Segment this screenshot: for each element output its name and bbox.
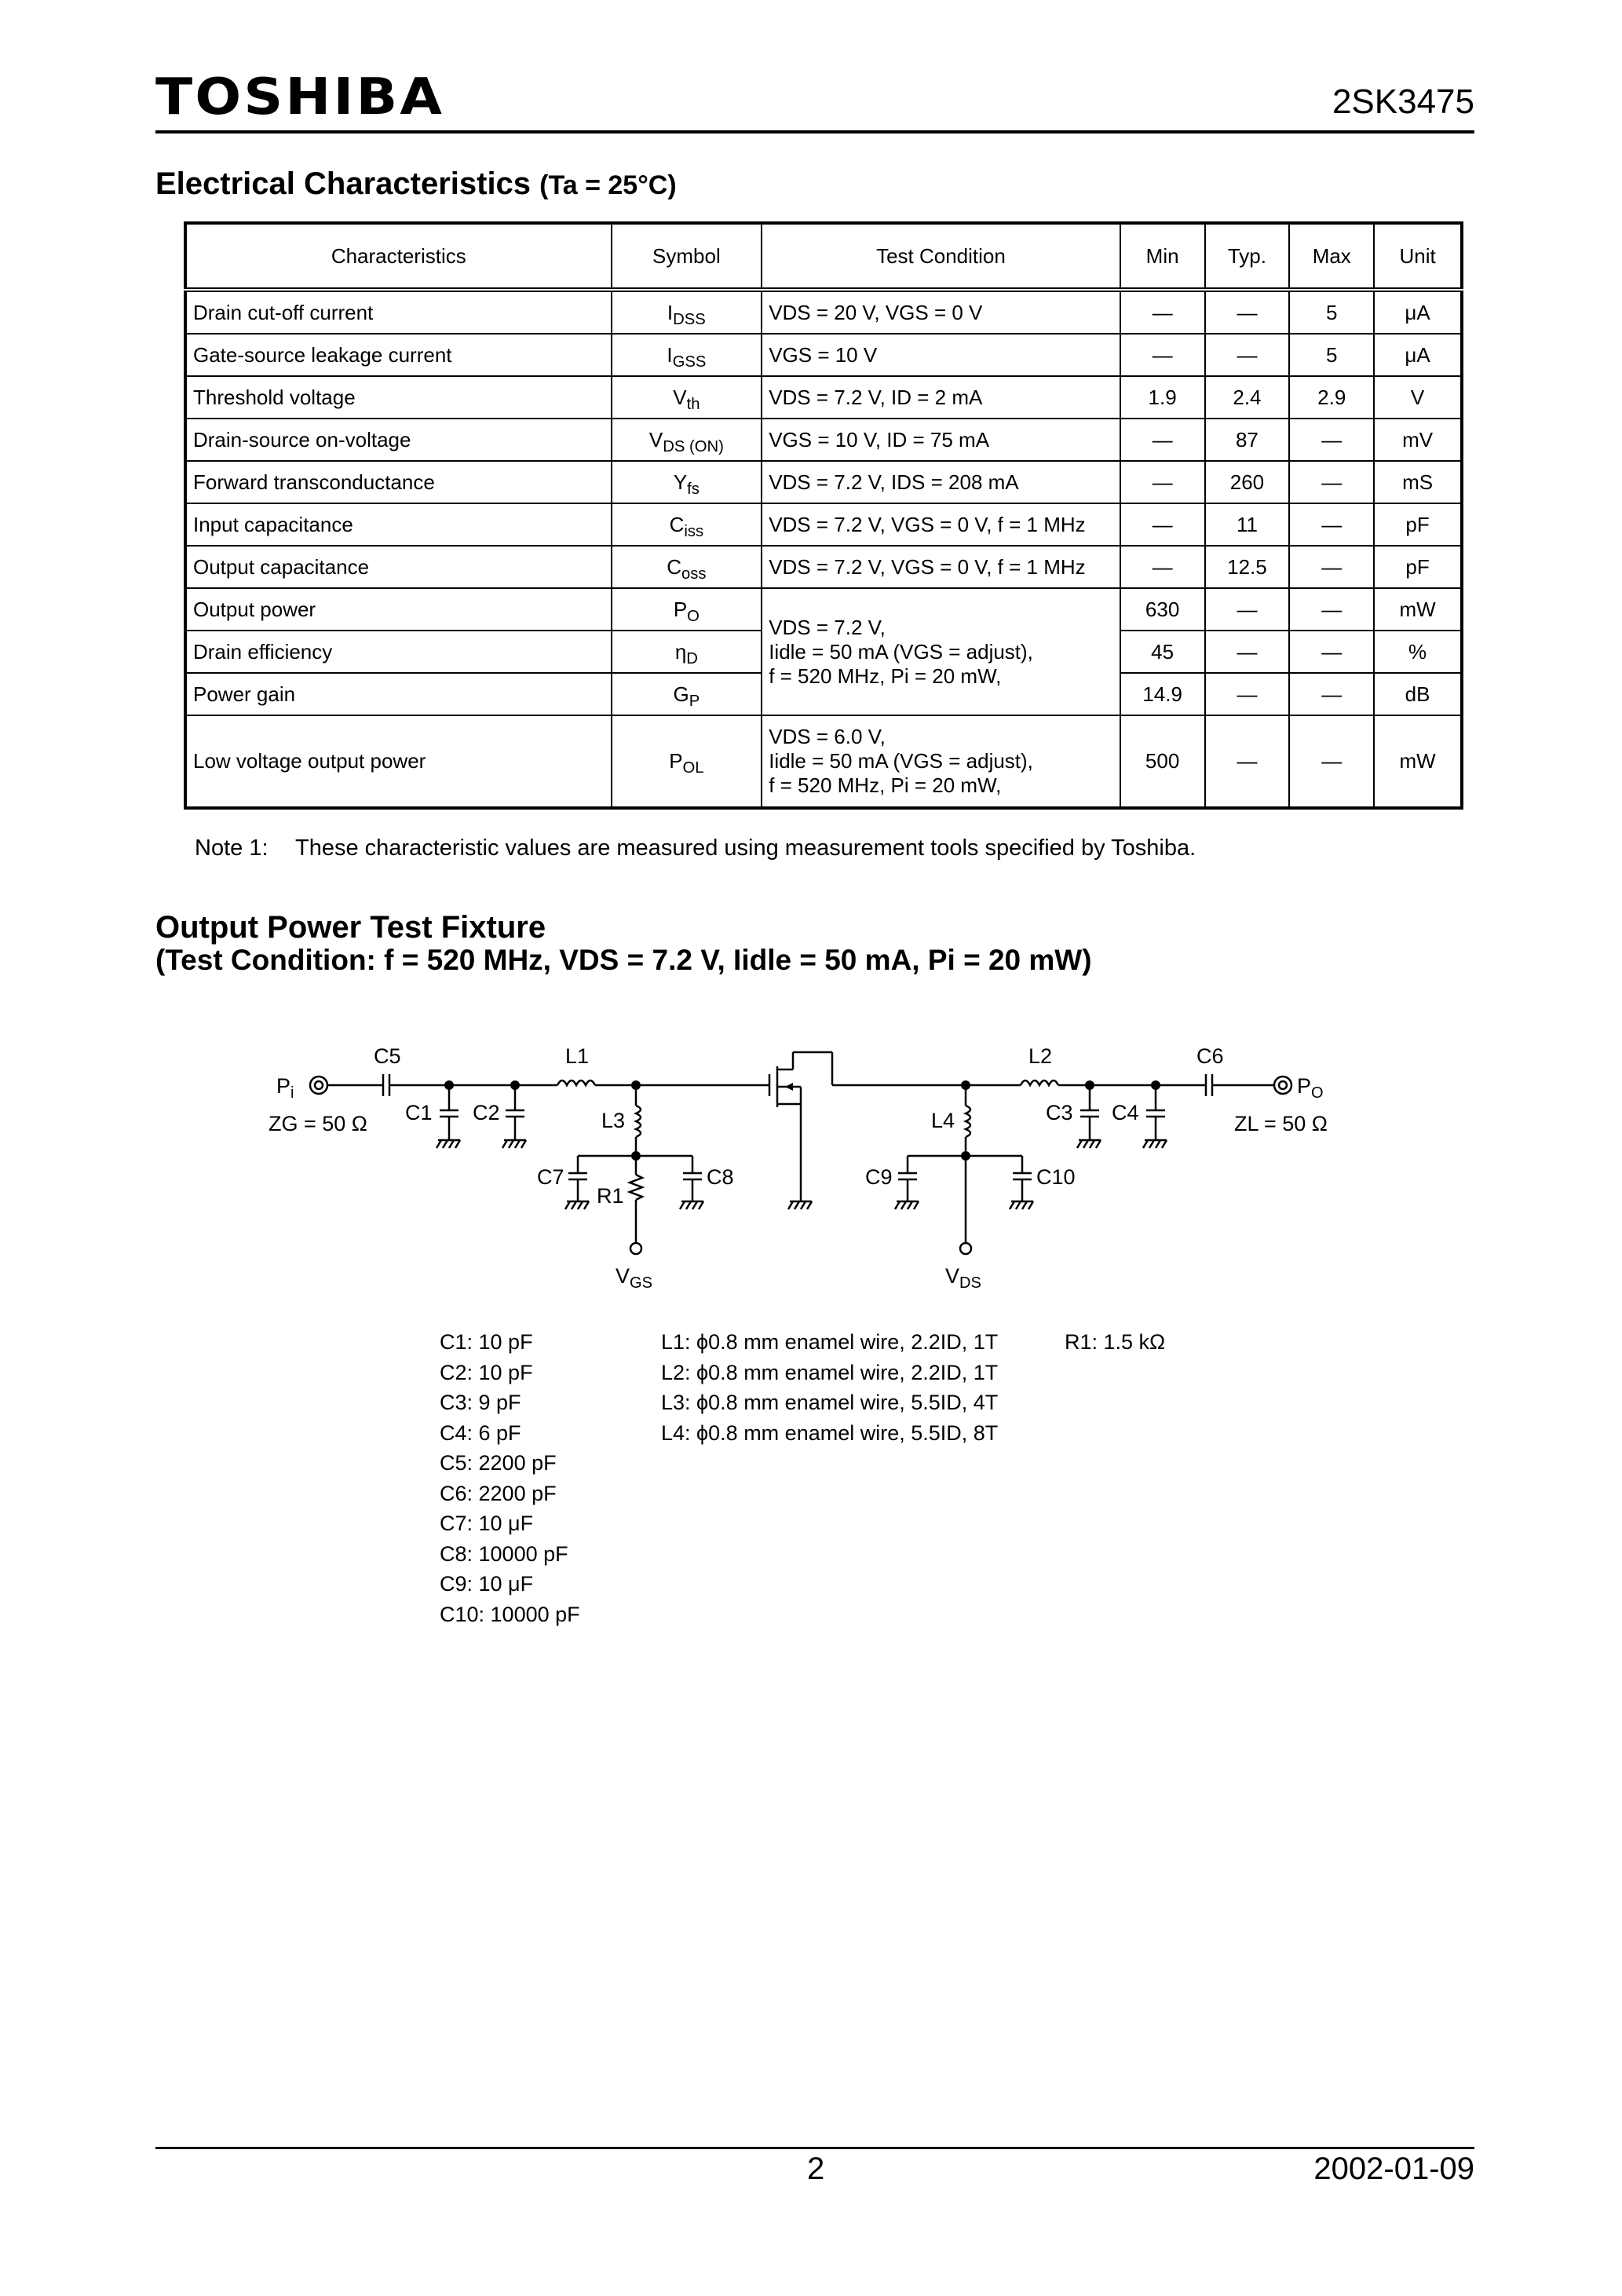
cell-unit: dB	[1374, 673, 1462, 715]
list-item: L2: ϕ0.8 mm enamel wire, 2.2ID, 1T	[661, 1360, 999, 1384]
footer-rule	[155, 2147, 1474, 2149]
cell-characteristic: Drain cut-off current	[185, 290, 612, 334]
cell-symbol: $C_{oss}$	[612, 546, 762, 588]
table-row	[185, 334, 1462, 376]
electrical-characteristics-table	[184, 221, 1463, 810]
list-item: C2: 10 pF	[440, 1360, 533, 1384]
cell-typ: 11	[1205, 503, 1290, 546]
cell-typ: 12.5	[1205, 546, 1290, 588]
cell-max: —	[1289, 631, 1374, 673]
cell-unit: μA	[1374, 290, 1462, 334]
cell-unit: mW	[1374, 588, 1462, 631]
capacitor-list	[440, 1327, 580, 1629]
cell-symbol: $I_{GSS}$	[612, 334, 762, 376]
cell-symbol: $P_O$	[612, 588, 762, 631]
label-po: $P_O$	[1297, 1074, 1324, 1102]
cell-symbol: $C_{iss}$	[612, 503, 762, 546]
label-c7: C7	[537, 1165, 564, 1189]
label-l4: L4	[931, 1109, 955, 1132]
cell-unit: %	[1374, 631, 1462, 673]
list-item: C5: 2200 pF	[440, 1451, 557, 1475]
note-text: These characteristic values are measured using measurement tools specified by Toshiba.	[295, 835, 1196, 861]
cell-characteristic: Drain efficiency	[185, 631, 612, 673]
cell-typ: —	[1205, 715, 1290, 808]
inductor-list	[661, 1327, 998, 1448]
resistor-list	[1065, 1327, 1165, 1358]
header-min: Min	[1120, 223, 1205, 290]
part-number: 2SK3475	[1332, 82, 1474, 121]
cell-max: —	[1289, 715, 1374, 808]
label-c9: C9	[865, 1165, 893, 1189]
section-title-test-fixture: Output Power Test Fixture	[155, 910, 546, 945]
cell-symbol: $I_{DSS}$	[612, 290, 762, 334]
label-zg: ZG = 50 Ω	[269, 1112, 367, 1135]
cell-symbol: $\eta_D$	[612, 631, 762, 673]
cell-min: 630	[1120, 588, 1205, 631]
label-c8: C8	[707, 1165, 734, 1189]
cell-condition: VDS = 7.2 V, ID = 2 mA	[762, 376, 1120, 419]
table-row	[185, 290, 1462, 334]
cell-min: 45	[1120, 631, 1205, 673]
cell-unit: mS	[1374, 461, 1462, 503]
table-row	[185, 546, 1462, 588]
cell-characteristic: Power gain	[185, 673, 612, 715]
cell-characteristic: Gate-source leakage current	[185, 334, 612, 376]
cell-unit: mW	[1374, 715, 1462, 808]
table-row	[185, 461, 1462, 503]
list-item: C8: 10000 pF	[440, 1541, 568, 1566]
list-item: C4: 6 pF	[440, 1420, 521, 1445]
table-row	[185, 419, 1462, 461]
label-l3: L3	[601, 1109, 626, 1132]
cell-typ: 87	[1205, 419, 1290, 461]
cell-min: —	[1120, 419, 1205, 461]
electrical-title-condition: (Ta = 25°C)	[539, 170, 677, 200]
cell-symbol: $V_{th}$	[612, 376, 762, 419]
table-row	[185, 376, 1462, 419]
cell-condition: VGS = 10 V, ID = 75 mA	[762, 419, 1120, 461]
label-c1: C1	[405, 1101, 433, 1124]
cell-condition-merged: VDS = 7.2 V, Iidle = 50 mA (VGS = adjust), f = 520 MHz, Pi = 20 mW,	[762, 588, 1120, 715]
list-item: R1: 1.5 kΩ	[1065, 1330, 1166, 1354]
table-header-row	[185, 223, 1462, 290]
cell-min: —	[1120, 334, 1205, 376]
cell-characteristic: Threshold voltage	[185, 376, 612, 419]
cell-max: —	[1289, 503, 1374, 546]
cell-condition: VDS = 7.2 V, VGS = 0 V, f = 1 MHz	[762, 546, 1120, 588]
cell-min: 1.9	[1120, 376, 1205, 419]
cell-typ: —	[1205, 588, 1290, 631]
header-rule	[155, 130, 1474, 133]
cell-characteristic: Input capacitance	[185, 503, 612, 546]
revision-date: 2002-01-09	[1313, 2152, 1474, 2186]
label-c4: C4	[1112, 1101, 1139, 1124]
cell-symbol: $V_{DS (ON)}$	[612, 419, 762, 461]
header-symbol: Symbol	[612, 223, 762, 290]
note-1	[195, 835, 1196, 861]
toshiba-logo: TOSHIBA	[155, 68, 445, 126]
list-item: C6: 2200 pF	[440, 1481, 557, 1505]
test-fixture-circuit	[236, 1029, 1366, 1311]
cell-max: —	[1289, 673, 1374, 715]
cell-condition: VGS = 10 V	[762, 334, 1120, 376]
label-c5: C5	[374, 1044, 401, 1068]
header-characteristics: Characteristics	[185, 223, 612, 290]
cell-max: —	[1289, 419, 1374, 461]
label-zl: ZL = 50 Ω	[1234, 1112, 1328, 1135]
cell-min: 500	[1120, 715, 1205, 808]
label-c6: C6	[1196, 1044, 1224, 1068]
label-l2: L2	[1028, 1044, 1053, 1068]
cell-characteristic: Low voltage output power	[185, 715, 612, 808]
header-test-condition: Test Condition	[762, 223, 1120, 290]
cell-unit: μA	[1374, 334, 1462, 376]
cell-min: 14.9	[1120, 673, 1205, 715]
list-item: L4: ϕ0.8 mm enamel wire, 5.5ID, 8T	[661, 1420, 999, 1445]
table-row	[185, 715, 1462, 808]
list-item: C3: 9 pF	[440, 1391, 521, 1414]
label-vgs: $V_{GS}$	[616, 1264, 652, 1292]
cell-max: 5	[1289, 334, 1374, 376]
table-row	[185, 588, 1462, 631]
list-item: L3: ϕ0.8 mm enamel wire, 5.5ID, 4T	[661, 1391, 999, 1414]
label-l1: L1	[565, 1044, 590, 1068]
cell-min: —	[1120, 503, 1205, 546]
cell-max: 5	[1289, 290, 1374, 334]
cell-typ: 260	[1205, 461, 1290, 503]
header-unit: Unit	[1374, 223, 1462, 290]
cell-min: —	[1120, 290, 1205, 334]
page-number: 2	[807, 2152, 825, 2186]
note-label: Note 1:	[195, 835, 269, 861]
cell-characteristic: Drain-source on-voltage	[185, 419, 612, 461]
cell-condition-low-voltage: VDS = 6.0 V, Iidle = 50 mA (VGS = adjust), f = 520 MHz, Pi = 20 mW,	[762, 715, 1120, 808]
cell-symbol: $P_{OL}$	[612, 715, 762, 808]
cell-unit: pF	[1374, 546, 1462, 588]
cell-characteristic: Output power	[185, 588, 612, 631]
cell-typ: —	[1205, 673, 1290, 715]
section-title-electrical	[155, 165, 677, 203]
label-vds: $V_{DS}$	[945, 1264, 981, 1292]
header-typ: Typ.	[1205, 223, 1290, 290]
test-fixture-condition: (Test Condition: f = 520 MHz, VDS = 7.2 V, Iidle = 50 mA, Pi = 20 mW)	[155, 944, 1092, 976]
cell-unit: mV	[1374, 419, 1462, 461]
cell-unit: V	[1374, 376, 1462, 419]
list-item: C7: 10 μF	[440, 1512, 534, 1535]
cell-condition: VDS = 7.2 V, VGS = 0 V, f = 1 MHz	[762, 503, 1120, 546]
table-row	[185, 503, 1462, 546]
list-item: L1: ϕ0.8 mm enamel wire, 2.2ID, 1T	[661, 1330, 999, 1354]
electrical-title-text: Electrical Characteristics	[155, 166, 532, 201]
label-c10: C10	[1036, 1165, 1076, 1189]
header-max: Max	[1289, 223, 1374, 290]
cell-unit: pF	[1374, 503, 1462, 546]
cell-max: 2.9	[1289, 376, 1374, 419]
cell-typ: 2.4	[1205, 376, 1290, 419]
cell-max: —	[1289, 546, 1374, 588]
cell-min: —	[1120, 546, 1205, 588]
label-r1: R1	[597, 1184, 624, 1208]
cell-condition: VDS = 7.2 V, IDS = 208 mA	[762, 461, 1120, 503]
list-item: C10: 10000 pF	[440, 1602, 580, 1626]
list-item: C9: 10 μF	[440, 1572, 534, 1596]
cell-characteristic: Forward transconductance	[185, 461, 612, 503]
list-item: C1: 10 pF	[440, 1330, 533, 1354]
cell-symbol: $G_P$	[612, 673, 762, 715]
cell-max: —	[1289, 588, 1374, 631]
label-c2: C2	[473, 1101, 500, 1124]
cell-typ: —	[1205, 334, 1290, 376]
label-pi: $P_i$	[276, 1074, 294, 1102]
cell-condition: VDS = 20 V, VGS = 0 V	[762, 290, 1120, 334]
cell-characteristic: Output capacitance	[185, 546, 612, 588]
cell-max: —	[1289, 461, 1374, 503]
cell-symbol: $Y_{fs}$	[612, 461, 762, 503]
cell-typ: —	[1205, 290, 1290, 334]
label-c3: C3	[1046, 1101, 1073, 1124]
cell-min: —	[1120, 461, 1205, 503]
cell-typ: —	[1205, 631, 1290, 673]
